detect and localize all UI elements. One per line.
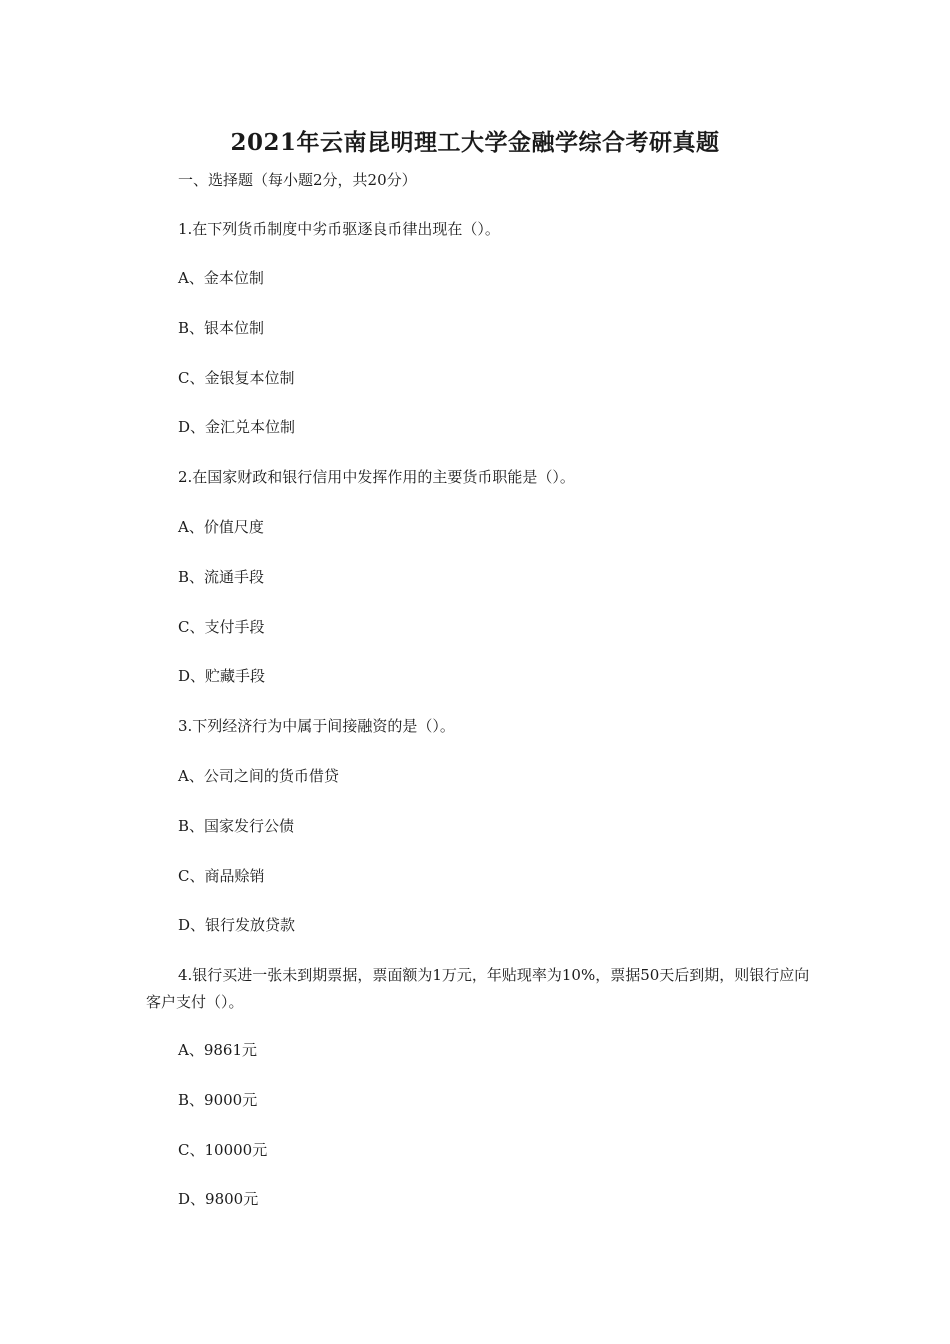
document-title: 2021年云南昆明理工大学金融学综合考研真题: [230, 129, 720, 156]
question-2-option-d: D、贮藏手段: [178, 667, 266, 685]
question-3-option-b: B、国家发行公债: [178, 817, 295, 835]
question-4-option-d: D、9800元: [178, 1190, 259, 1208]
question-1-option-c: C、金银复本位制: [178, 369, 295, 387]
question-2-option-a: A、价值尺度: [178, 518, 264, 536]
question-3-stem: 3.下列经济行为中属于间接融资的是（）。: [178, 717, 455, 735]
question-3-option-c: C、商品赊销: [178, 867, 265, 885]
question-1-option-a: A、金本位制: [178, 269, 264, 287]
question-3-option-a: A、公司之间的货币借贷: [178, 767, 339, 785]
question-4-stem: 4.银行买进一张未到期票据，票面额为1万元，年贴现率为10%，票据50天后到期，则银行应向客户支付（）。: [146, 966, 810, 1011]
question-2-option-c: C、支付手段: [178, 618, 265, 636]
question-2-stem: 2.在国家财政和银行信用中发挥作用的主要货币职能是（）。: [178, 468, 575, 486]
question-4-option-a: A、9861元: [178, 1041, 258, 1059]
question-1-option-d: D、金汇兑本位制: [178, 418, 296, 436]
section-heading: 一、选择题（每小题2分，共20分）: [178, 171, 417, 189]
question-1-stem: 1.在下列货币制度中劣币驱逐良币律出现在（）。: [178, 220, 500, 238]
question-4-option-b: B、9000元: [178, 1091, 258, 1109]
question-1-option-b: B、银本位制: [178, 319, 265, 337]
question-4-option-c: C、10000元: [178, 1141, 268, 1159]
question-3-option-d: D、银行发放贷款: [178, 916, 296, 934]
question-2-option-b: B、流通手段: [178, 568, 265, 586]
